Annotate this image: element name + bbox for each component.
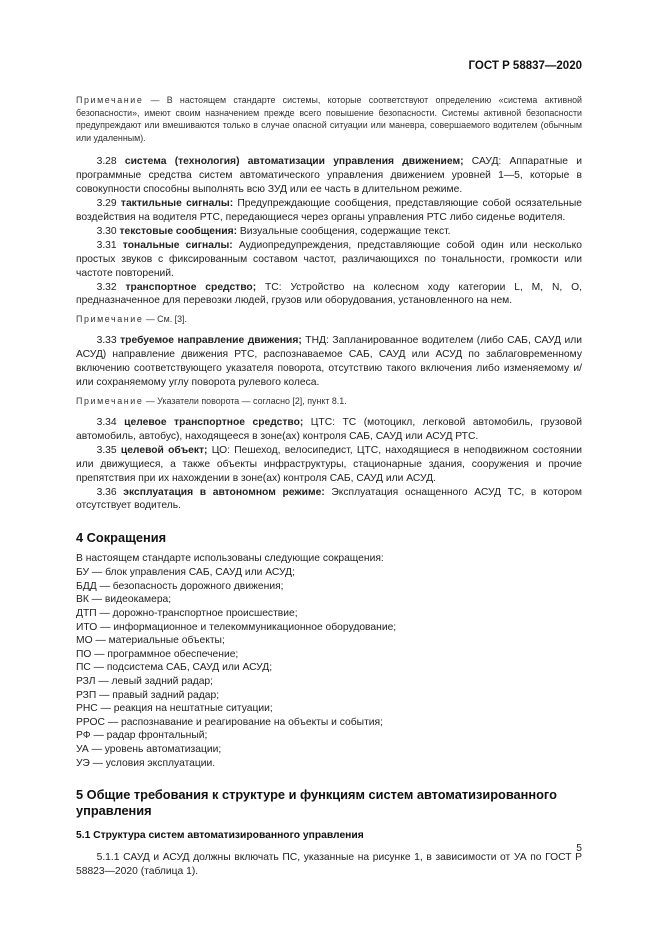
list-item: БДД — безопасность дорожного движения;	[76, 580, 284, 592]
term-3-28	[76, 155, 582, 197]
subsection-5-1-heading: 5.1 Структура систем автоматизированного управления	[76, 830, 364, 842]
term-number: 3.28	[96, 156, 117, 168]
term-title: тональные сигналы:	[122, 239, 233, 251]
list-item: МО — материальные объекты;	[76, 635, 225, 647]
term-definition: САУД: Аппаратные и программные средства систем автоматического управления движением уровней 1—5, которые в совокупности способны выполнять всю ЗУД или ее часть в длительном режиме.	[76, 156, 582, 196]
term-number: 3.33	[96, 335, 117, 347]
term-definition: Эксплуатация оснащенного АСУД ТС, в котором отсутствует водитель.	[76, 486, 582, 512]
term-title: транспортное средство;	[125, 281, 257, 293]
term-3-31	[76, 239, 582, 281]
note-text: — Указатели поворота — согласно [2], пункт 8.1.	[143, 395, 347, 406]
term-definition: Предупреждающие сообщения, представляющие собой осязательные воздействия на водителя РТС, передающиеся через органы управления РТС либо сиденье водителя.	[76, 198, 582, 223]
term-number: 3.30	[96, 225, 117, 237]
note-label: Примечание	[76, 395, 144, 406]
term-definition: ЦТС: ТС (мотоцикл, легковой автомобиль, грузовой автомобиль, автобус), находящееся в зоне(ах) контроля САБ, САУД или АСУД РТС.	[76, 416, 582, 442]
abbreviations-intro: В настоящем стандарте использованы следующие сокращения:	[76, 553, 384, 565]
term-definition: ЦО: Пешеход, велосипедист, ЦТС, находящиеся в неподвижном состоянии или движущиеся, а также объекты инфраструктуры, стационарные здания, сооружения и прочие препятствия при их нахождении в зоне(ах) контроля САБ, САУД или АСУД.	[76, 444, 582, 484]
list-item: РЗЛ — левый задний радар;	[76, 675, 214, 687]
list-item: ПС — подсистема САБ, САУД или АСУД;	[76, 662, 273, 674]
term-number: 3.36	[96, 486, 117, 498]
term-definition: Визуальные сообщения, содержащие текст.	[237, 225, 451, 237]
section-5-heading: 5 Общие требования к структуре и функциям систем автоматизированного управления	[76, 787, 557, 819]
list-item: ДТП — дорожно-транспортное происшествие;	[76, 608, 298, 619]
list-item: РЗП — правый задний радар;	[76, 689, 220, 701]
term-3-29	[76, 197, 582, 225]
term-title: тактильные сигналы:	[120, 198, 234, 210]
list-item: ИТО — информационное и телекоммуникационное оборудование;	[76, 621, 397, 633]
term-number: 3.32	[96, 281, 117, 293]
term-title: целевой объект;	[120, 444, 208, 456]
abbreviations-list	[76, 566, 582, 770]
term-title: текстовые сообщения:	[119, 225, 238, 237]
document-header-id: ГОСТ Р 58837—2020	[468, 60, 582, 72]
note-paragraph	[76, 94, 582, 144]
term-3-34	[76, 416, 582, 444]
term-title: эксплуатация в автономном режиме:	[123, 486, 325, 498]
list-item: РНС — реакция на нештатные ситуации;	[76, 703, 273, 715]
term-number: 3.31	[96, 239, 117, 251]
note-label: Примечание	[76, 95, 144, 105]
term-number: 3.29	[96, 198, 117, 210]
term-3-36	[76, 486, 582, 514]
term-number: 3.35	[96, 444, 117, 456]
term-title: требуемое направление движения;	[120, 335, 302, 347]
term-title: система (технология) автоматизации управления движением;	[124, 156, 464, 168]
paragraph-text: 5.1.1 САУД и АСУД должны включать ПС, указанные на рисунке 1, в зависимости от УА по ГОСТ Р 58823—2020 (таблица 1).	[76, 852, 582, 878]
term-3-33	[76, 334, 582, 390]
term-3-32	[76, 281, 582, 309]
note-text: — В настоящем стандарте системы, которые соответствуют определению «система активной безопасности», имеют своим назначением прежде всего повышение безопасности. Системы активной безопасности предупреждают или вмешиваются только в случае опасной ситуации или маневра, совершаемого водителем (обычным или удаленным).	[76, 95, 582, 143]
term-number: 3.34	[96, 416, 117, 428]
term-title: целевое транспортное средство;	[124, 416, 304, 428]
term-definition: ТС: Устройство на колесном ходу категории L, M, N, O, предназначенное для перевозки людей, грузов или оборудования, установленного на нем.	[76, 281, 582, 307]
note-paragraph	[76, 395, 582, 407]
paragraph-5-1-1	[76, 851, 582, 879]
term-3-35	[76, 444, 582, 486]
list-item: ПО — программное обеспечение;	[76, 648, 239, 660]
note-paragraph	[76, 313, 582, 325]
list-item: РФ — радар фронтальный;	[76, 730, 208, 742]
page-content	[76, 94, 582, 879]
list-item: РРОС — распознавание и реагирование на объекты и события;	[76, 716, 383, 728]
term-definition: ТНД: Запланированное водителем (либо САБ, САУД или АСУД) направление движения РТС, распознаваемое САБ, САУД или АСУД по заблаговременному включению соответствующего указателя поворота, отсутствию такого включения либо изменяемому и/или сохраняемому углу поворота рулевого колеса.	[76, 335, 582, 389]
list-item: УА — уровень автоматизации;	[76, 743, 222, 755]
note-text: — См. [3].	[143, 314, 187, 325]
list-item: ВК — видеокамера;	[76, 594, 172, 606]
list-item: УЭ — условия эксплуатации.	[76, 757, 216, 769]
term-3-30	[76, 225, 582, 239]
section-4-heading: 4 Сокращения	[76, 530, 167, 546]
page-number: 5	[576, 843, 582, 854]
note-label: Примечание	[76, 314, 144, 325]
term-definition: Аудиопредупреждения, представляющие собой один или несколько простых звуков с фиксированным составом частот, различающихся по тональности, громкости или частоте повторений.	[76, 239, 582, 279]
list-item: БУ — блок управления САБ, САУД или АСУД;	[76, 567, 295, 579]
